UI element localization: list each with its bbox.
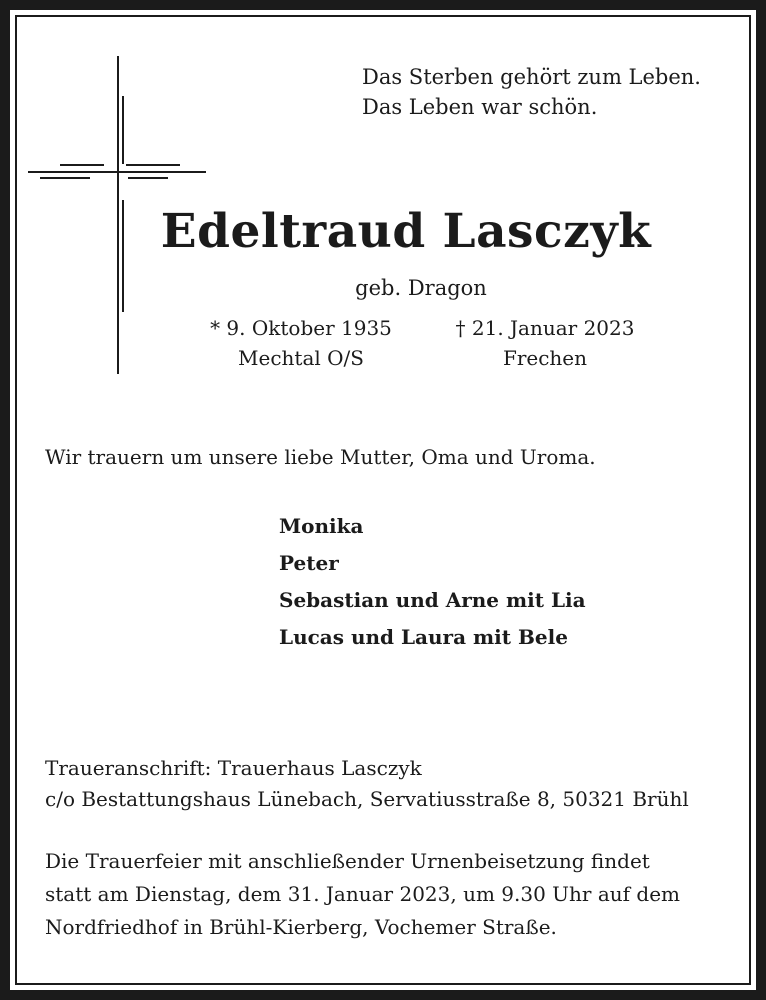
birth-date: * 9. Oktober 1935 <box>210 316 392 340</box>
ceremony-line: statt am Dienstag, dem 31. Januar 2023, um 9.30 Uhr auf dem <box>45 882 680 906</box>
family-list <box>279 508 586 656</box>
family-member: Monika <box>279 514 364 538</box>
intro-text: Wir trauern um unsere liebe Mutter, Oma und Uroma. <box>45 445 596 469</box>
motto <box>362 62 701 122</box>
ceremony-line: Die Trauerfeier mit anschließender Urnenbeisetzung findet <box>45 849 650 873</box>
death-info <box>440 313 650 373</box>
deceased-name: Edeltraud Lasczyk <box>160 204 652 259</box>
mourning-address <box>45 753 689 815</box>
birth-name: geb. Dragon <box>355 276 487 300</box>
address-line: Traueranschrift: Trauerhaus Lasczyk <box>45 756 422 780</box>
ceremony-info <box>45 845 680 944</box>
address-line: c/o Bestattungshaus Lünebach, Servatiusstraße 8, 50321 Brühl <box>45 787 689 811</box>
birth-info <box>196 313 406 373</box>
death-date: † 21. Januar 2023 <box>455 316 635 340</box>
family-member: Peter <box>279 551 339 575</box>
family-member: Sebastian und Arne mit Lia <box>279 588 586 612</box>
family-member: Lucas und Laura mit Bele <box>279 625 568 649</box>
ceremony-line: Nordfriedhof in Brühl-Kierberg, Vochemer Straße. <box>45 915 557 939</box>
death-place: Frechen <box>502 346 588 370</box>
birth-place: Mechtal O/S <box>238 346 364 370</box>
motto-line: Das Sterben gehört zum Leben. <box>362 65 701 89</box>
motto-line: Das Leben war schön. <box>362 95 598 119</box>
